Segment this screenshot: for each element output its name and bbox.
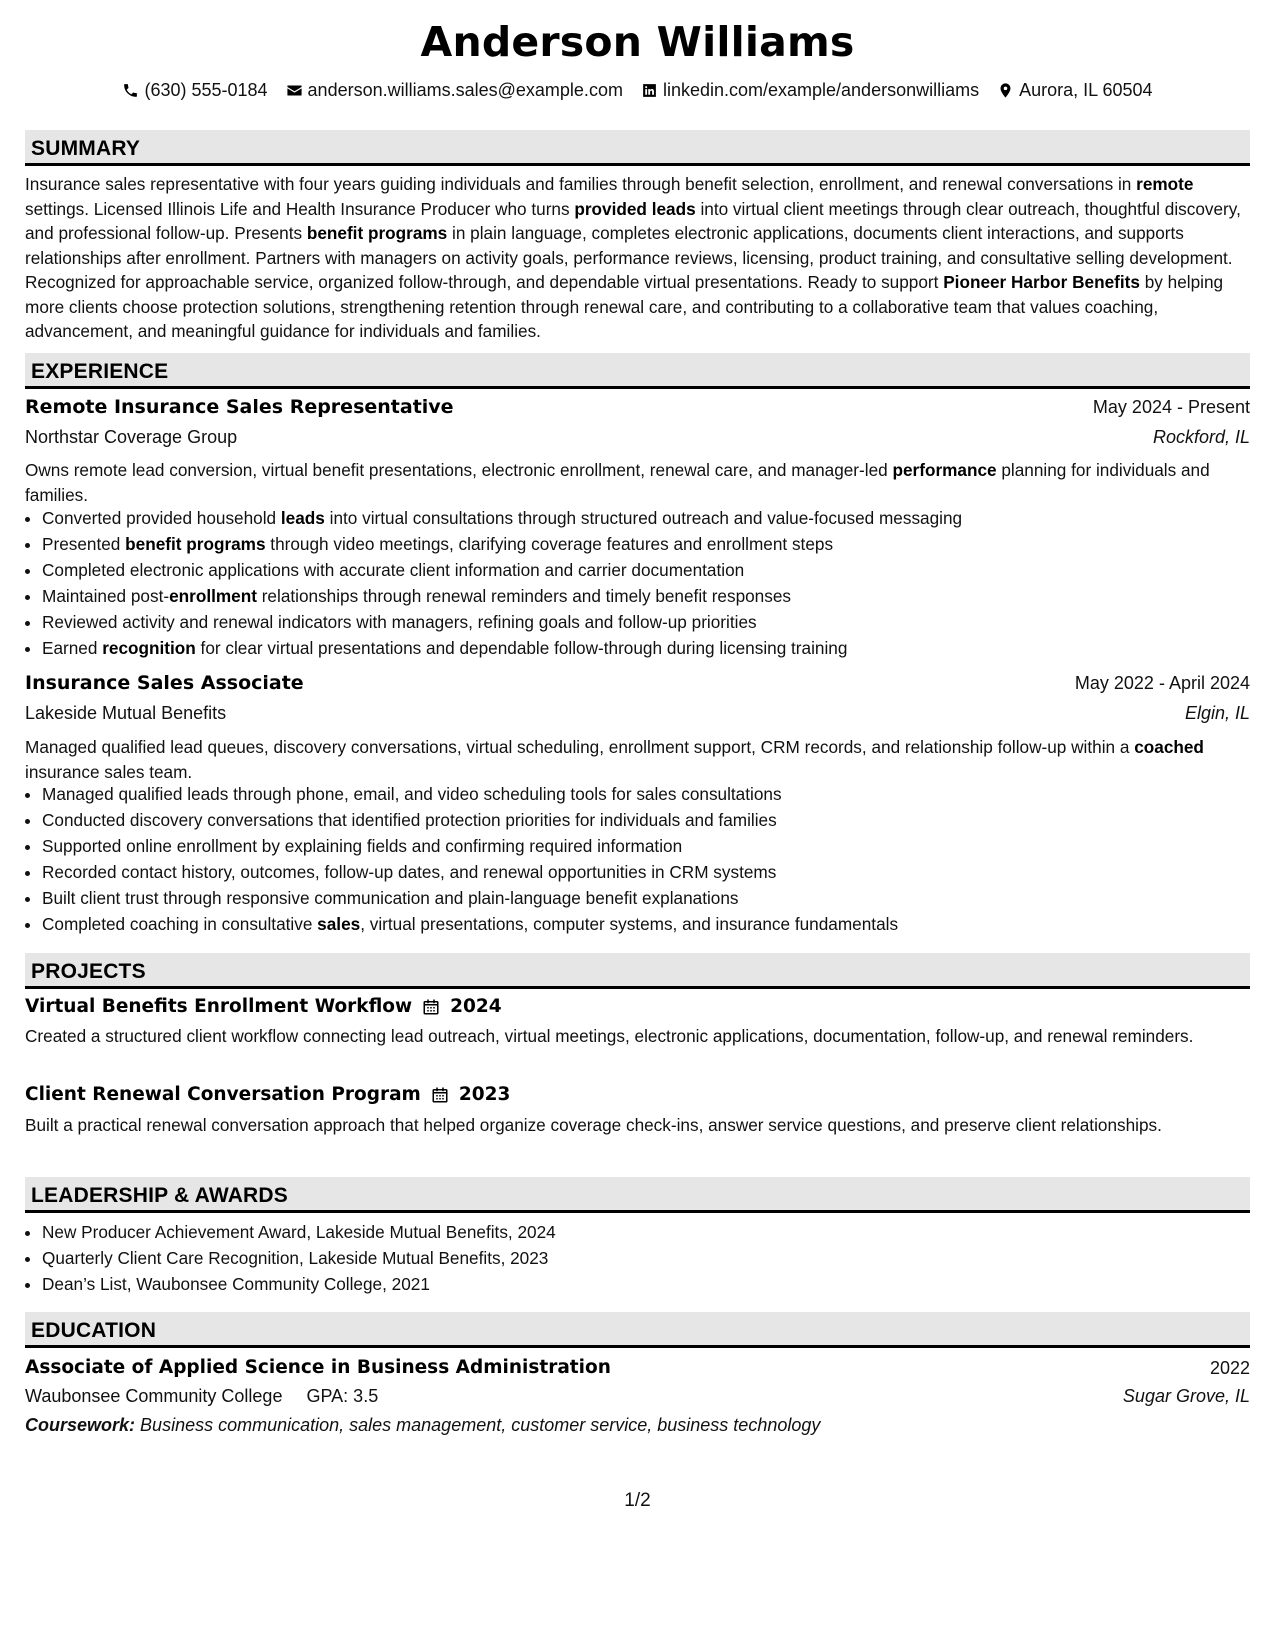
text-run: Supported online enrollment by explaining fields and confirming required information bbox=[42, 836, 683, 856]
project-title: Client Renewal Conversation Program bbox=[25, 1084, 421, 1105]
bold-keyword: provided leads bbox=[574, 198, 696, 219]
text-run: relationships through renewal reminders and timely benefit responses bbox=[256, 586, 791, 606]
education-heading-bar bbox=[25, 1312, 1250, 1348]
linkedin-icon bbox=[641, 82, 658, 99]
text-run: through video meetings, clarifying coverage features and enrollment steps bbox=[265, 534, 834, 554]
contact-location bbox=[997, 80, 1152, 101]
education-location: Sugar Grove, IL bbox=[1122, 1386, 1250, 1406]
coursework-text: Business communication, sales management, customer service, business technology bbox=[140, 1415, 821, 1435]
bold-keyword: Pioneer Harbor Benefits bbox=[943, 272, 1140, 292]
text-run: by helping more clients choose protection solutions, strengthening retention through renewal care, and contributing to a collaborative team that values coaching, advancement, and meaningful guidance for individuals and families. bbox=[25, 272, 1224, 341]
text-run: Presented bbox=[42, 534, 126, 554]
text-run: settings. Licensed Illinois Life and Health Insurance Producer who turns bbox=[25, 198, 575, 219]
job-bullet bbox=[42, 505, 1262, 531]
email-text[interactable]: anderson.williams.sales@example.com bbox=[307, 80, 623, 100]
contact-email[interactable] bbox=[286, 80, 623, 101]
job-title: Insurance Sales Associate bbox=[25, 672, 304, 694]
experience-heading: EXPERIENCE bbox=[31, 360, 169, 383]
text-run: Conducted discovery conversations that identified protection priorities for individuals and families bbox=[42, 810, 777, 830]
text-run: Owns remote lead conversion, virtual benefit presentations, electronic enrollment, renewal care, and manager-led bbox=[25, 460, 893, 480]
summary-text bbox=[25, 172, 1253, 344]
awards-heading-bar bbox=[25, 1177, 1250, 1213]
bold-keyword: benefit programs bbox=[125, 534, 266, 554]
education-heading: EDUCATION bbox=[31, 1319, 157, 1342]
contact-bar bbox=[0, 80, 1275, 101]
job-company: Lakeside Mutual Benefits bbox=[25, 703, 227, 723]
job-bullet bbox=[42, 583, 1262, 609]
bold-keyword: coached bbox=[1134, 737, 1204, 757]
job-location: Rockford, IL bbox=[1152, 427, 1250, 447]
text-run: in plain language, completes electronic applications, documents client interactions, and supports relationships after enrollment. Partners with managers on activity goals, performance reviews, licensing, product training, and consultative selling development. Recognized for approachable service, organized follow-through, and dependable virtual presentations. Ready to support bbox=[25, 223, 1233, 292]
bold-keyword: remote bbox=[1136, 174, 1194, 194]
summary-heading: SUMMARY bbox=[31, 137, 141, 160]
phone-icon bbox=[122, 82, 139, 99]
text-run: Converted provided household bbox=[42, 508, 281, 528]
award-item: • Quarterly Client Care Recognition, Lakeside Mutual Benefits, 2023 bbox=[42, 1245, 1262, 1271]
bold-keyword: benefit programs bbox=[306, 223, 448, 243]
project-year: 2024 bbox=[450, 996, 502, 1017]
projects-heading-bar bbox=[25, 953, 1250, 989]
job-bullet bbox=[42, 807, 1262, 833]
job-bullet bbox=[42, 781, 1262, 807]
job-description bbox=[25, 735, 1253, 784]
envelope-icon bbox=[286, 82, 303, 99]
text-run: Maintained post- bbox=[42, 586, 170, 606]
text-run: Reviewed activity and renewal indicators with managers, refining goals and follow-up priorities bbox=[42, 612, 757, 632]
education-coursework bbox=[25, 1415, 820, 1436]
text-run: Managed qualified leads through phone, email, and video scheduling tools for sales consultations bbox=[42, 784, 782, 804]
text-run: into virtual consultations through structured outreach and value-focused messaging bbox=[324, 508, 963, 528]
calendar-icon bbox=[422, 998, 440, 1016]
education-gpa: GPA: 3.5 bbox=[306, 1386, 379, 1406]
text-run: Completed coaching in consultative bbox=[42, 914, 318, 934]
education-year: 2022 bbox=[1209, 1358, 1250, 1378]
award-item: • Dean’s List, Waubonsee Community College, 2021 bbox=[42, 1271, 1262, 1297]
education-school-row bbox=[25, 1386, 378, 1407]
candidate-name: Anderson Williams bbox=[420, 18, 855, 66]
bold-keyword: sales bbox=[317, 914, 361, 934]
job-location: Elgin, IL bbox=[1184, 703, 1250, 723]
text-run: Managed qualified lead queues, discovery conversations, virtual scheduling, enrollment support, CRM records, and relationship follow-up within a bbox=[25, 737, 1135, 757]
job-bullet bbox=[42, 609, 1262, 635]
text-run: Earned bbox=[42, 638, 103, 658]
coursework-label: Coursework: bbox=[25, 1415, 136, 1435]
project-year: 2023 bbox=[458, 1084, 511, 1105]
job-company: Northstar Coverage Group bbox=[25, 427, 238, 447]
summary-heading-bar bbox=[25, 130, 1250, 166]
bold-keyword: leads bbox=[280, 508, 325, 528]
page-number: 1/2 bbox=[624, 1490, 651, 1511]
contact-phone bbox=[122, 80, 267, 101]
awards-list bbox=[25, 1219, 1262, 1297]
project-title: Virtual Benefits Enrollment Workflow bbox=[25, 996, 413, 1017]
text-run: Insurance sales representative with four years guiding individuals and families through benefit selection, enrollment, and renewal conversations in bbox=[25, 174, 1137, 194]
bold-keyword: enrollment bbox=[169, 586, 257, 606]
text-run: insurance sales team. bbox=[25, 761, 193, 782]
education-degree: Associate of Applied Science in Business Administration bbox=[25, 1357, 611, 1378]
job-bullet bbox=[42, 885, 1262, 911]
location-text: Aurora, IL 60504 bbox=[1019, 80, 1153, 100]
linkedin-text[interactable]: linkedin.com/example/andersonwilliams bbox=[662, 80, 980, 100]
job-bullet bbox=[42, 833, 1262, 859]
text-run: Completed electronic applications with accurate client information and carrier documentation bbox=[42, 560, 745, 580]
job-bullet bbox=[42, 635, 1262, 661]
job-bullet bbox=[42, 531, 1262, 557]
text-run: , virtual presentations, computer systems, and insurance fundamentals bbox=[360, 914, 899, 934]
experience-heading-bar bbox=[25, 353, 1250, 389]
education-school: Waubonsee Community College bbox=[25, 1386, 283, 1406]
job-bullet bbox=[42, 859, 1262, 885]
text-run: Built client trust through responsive communication and plain-language benefit explanations bbox=[42, 888, 739, 908]
job-dates: May 2024 - Present bbox=[1092, 397, 1250, 417]
project-description: Created a structured client workflow connecting lead outreach, virtual meetings, electronic applications, documentation, follow-up, and renewal reminders. bbox=[25, 1026, 1194, 1046]
text-run: for clear virtual presentations and dependable follow-through during licensing training bbox=[195, 638, 848, 658]
text-run: Recorded contact history, outcomes, follow-up dates, and renewal opportunities in CRM systems bbox=[42, 862, 777, 882]
project-title-row bbox=[25, 996, 502, 1017]
job-bullet bbox=[42, 911, 1262, 937]
award-item: • New Producer Achievement Award, Lakeside Mutual Benefits, 2024 bbox=[42, 1219, 1262, 1245]
job-description bbox=[25, 458, 1253, 507]
text-run: into virtual client meetings through clear outreach, thoughtful discovery, and professional follow-up. Presents bbox=[25, 198, 1241, 243]
bold-keyword: performance bbox=[892, 460, 997, 480]
job-bullet-list bbox=[25, 781, 1262, 937]
job-bullet bbox=[42, 557, 1262, 583]
projects-heading: PROJECTS bbox=[31, 960, 146, 983]
project-description: Built a practical renewal conversation approach that helped organize coverage check-ins, answer service questions, and preserve client relationships. bbox=[25, 1115, 1162, 1135]
contact-linkedin[interactable] bbox=[641, 80, 979, 101]
bold-keyword: recognition bbox=[102, 638, 196, 658]
calendar-icon bbox=[431, 1086, 449, 1104]
awards-heading: LEADERSHIP & AWARDS bbox=[31, 1184, 288, 1207]
project-title-row bbox=[25, 1084, 510, 1105]
phone-text: (630) 555-0184 bbox=[144, 80, 268, 100]
job-title: Remote Insurance Sales Representative bbox=[25, 396, 454, 418]
job-bullet-list bbox=[25, 505, 1262, 661]
job-dates: May 2022 - April 2024 bbox=[1074, 673, 1250, 693]
text-run: planning for individuals and families. bbox=[25, 460, 1210, 505]
map-pin-icon bbox=[997, 82, 1014, 99]
